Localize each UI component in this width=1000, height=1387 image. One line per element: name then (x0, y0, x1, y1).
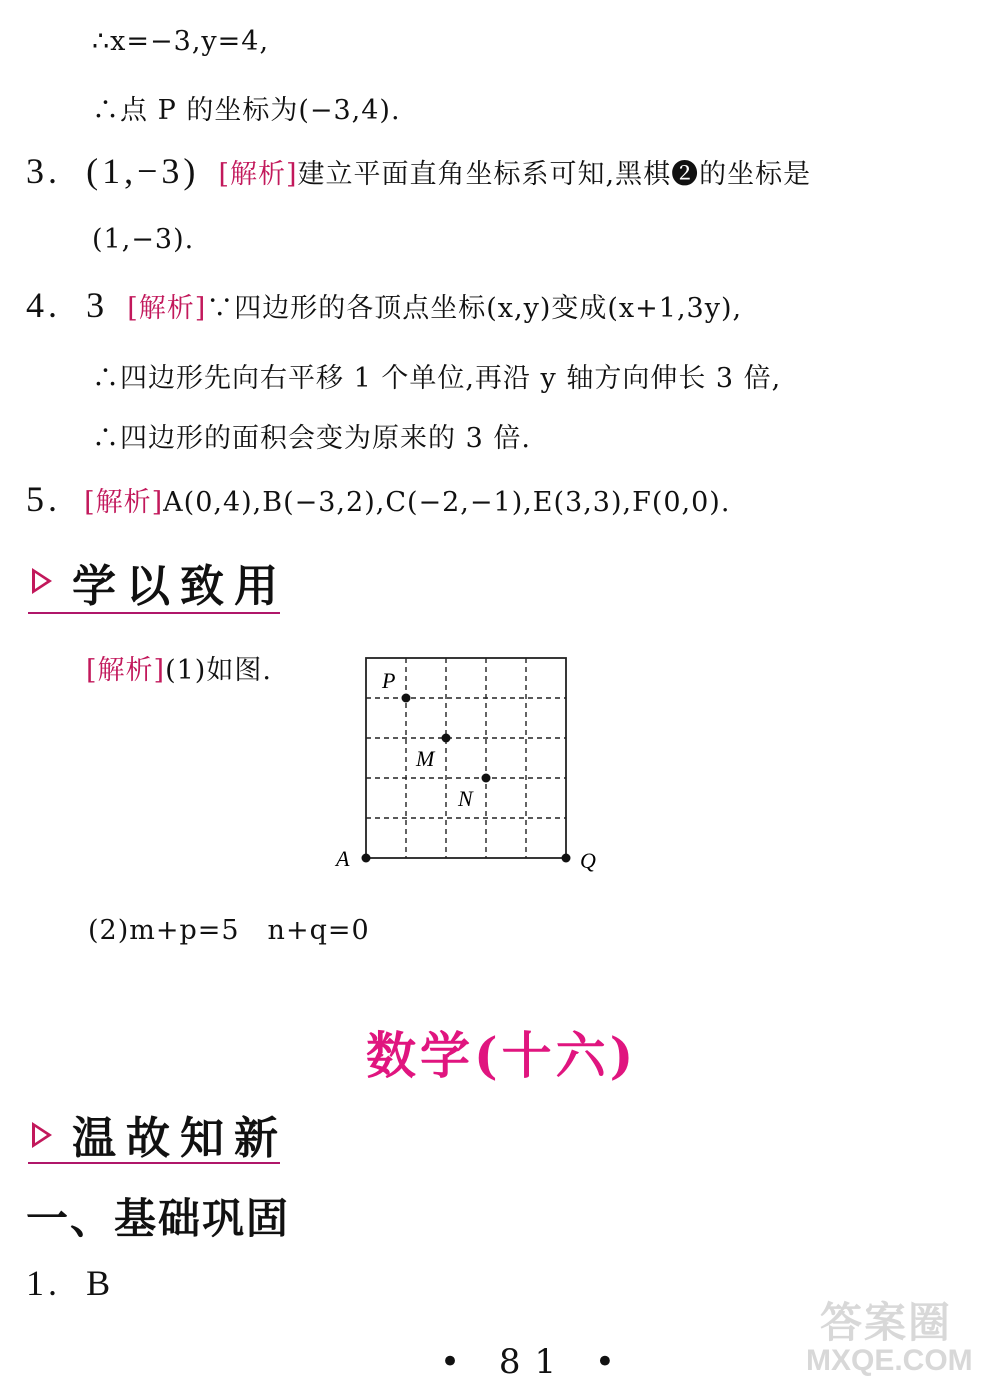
analysis-text: 建立平面直角坐标系可知,黑棋❷的坐标是 (297, 159, 812, 190)
apply-answer-2: (2)m+p=5 n+q=0 (88, 915, 370, 946)
analysis-text: (1)如图. (165, 655, 272, 686)
analysis-text: A(0,4),B(−3,2),C(−2,−1),E(3,3),F(0,0). (163, 487, 731, 518)
section-heading-review (28, 1100, 288, 1164)
point-n (482, 774, 491, 783)
question-4-line-3: ∴四边形的面积会变为原来的 3 倍. (92, 423, 531, 454)
point-m (442, 734, 451, 743)
question-number: 5. (26, 479, 61, 519)
question-3-continued: (1,−3). (92, 224, 195, 255)
label-a: A (336, 846, 350, 871)
analysis-tag: [解析] (86, 655, 166, 686)
question-5 (26, 478, 730, 520)
question-4-line-2: ∴四边形先向右平移 1 个单位,再沿 y 轴方向伸长 3 倍, (92, 363, 782, 394)
section-heading-apply (28, 548, 288, 614)
chapter-title: 数学(十六) (366, 1026, 638, 1085)
answer: (1,−3) (86, 151, 200, 191)
question-number: 3. (26, 151, 61, 191)
solution-line-2: ∴点 P 的坐标为(−3,4). (92, 95, 401, 126)
label-n: N (458, 786, 473, 811)
question-3 (26, 150, 811, 192)
triangle-marker-icon (32, 568, 52, 594)
analysis-text: ∵四边形的各顶点坐标(x,y)变成(x+1,3y), (206, 293, 743, 324)
question-4 (26, 284, 742, 326)
analysis-tag: [解析] (218, 159, 298, 190)
label-p: P (382, 668, 396, 693)
analysis-tag: [解析] (127, 293, 207, 324)
section-heading-text: 温故知新 (72, 1113, 288, 1164)
point-a (362, 854, 371, 863)
page-number: • 81 • (440, 1342, 629, 1382)
grid-border (366, 658, 566, 858)
part-title: 一、基础巩固 (26, 1194, 291, 1243)
section-heading-text: 学以致用 (72, 561, 288, 612)
answer: B (86, 1263, 115, 1303)
coordinate-grid-figure (330, 650, 610, 882)
label-q: Q (580, 848, 596, 873)
question-1 (26, 1262, 114, 1304)
point-q (562, 854, 571, 863)
apply-analysis (86, 648, 272, 687)
question-number: 4. (26, 285, 61, 325)
analysis-tag: [解析] (84, 487, 164, 518)
watermark-logo: 答案圈 (820, 1299, 953, 1346)
answer: 3 (86, 285, 109, 325)
triangle-marker-icon (32, 1122, 52, 1148)
point-p (402, 694, 411, 703)
question-number: 1. (26, 1263, 61, 1303)
label-m: M (416, 746, 435, 771)
solution-line-1: ∴x=−3,y=4, (92, 26, 270, 57)
watermark-url: MXQE.COM (806, 1344, 973, 1377)
